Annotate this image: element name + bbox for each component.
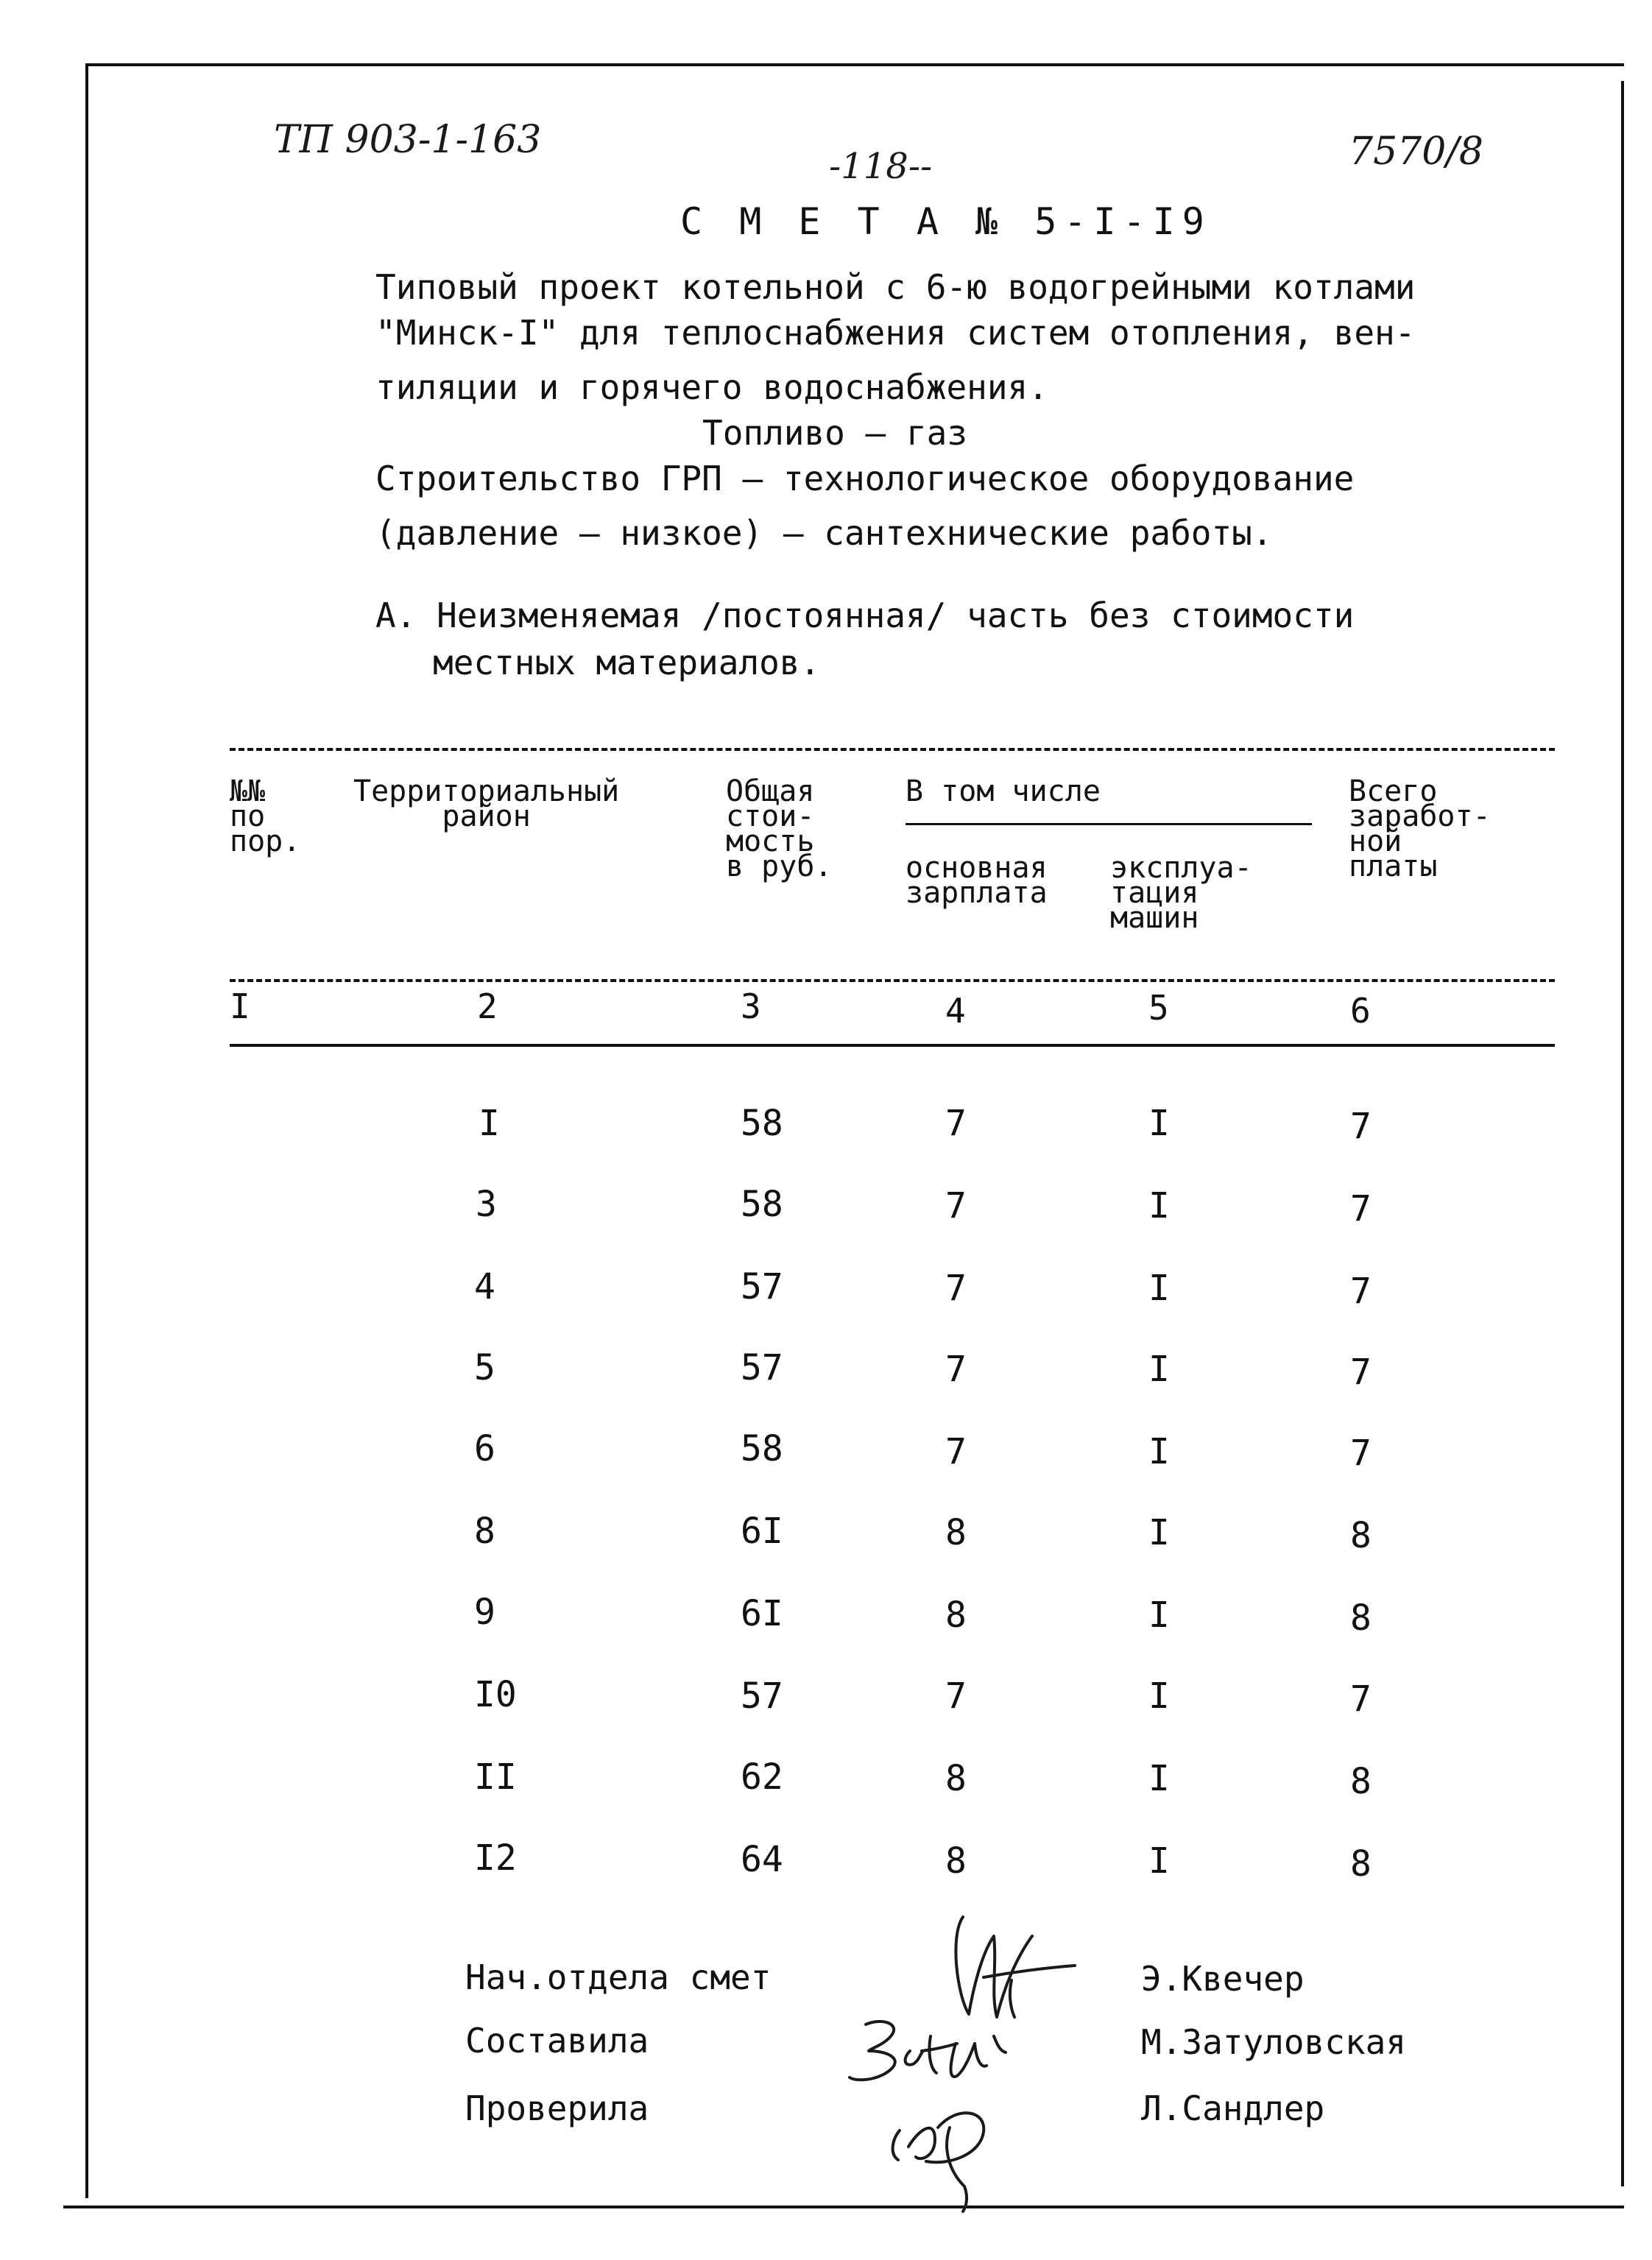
column-number-3: 3 <box>741 986 761 1026</box>
cell-machine-operation: I <box>1148 1349 1170 1390</box>
cell-base-wage: 7 <box>945 1103 967 1144</box>
cell-total-cost: 64 <box>741 1839 783 1880</box>
cell-machine-operation: I <box>1148 1185 1170 1226</box>
cell-total-wages: 7 <box>1350 1678 1372 1720</box>
cell-total-cost: 57 <box>741 1347 783 1388</box>
cell-total-cost: 57 <box>741 1266 783 1307</box>
header-machine-operation: эксплуа- тация машин <box>1110 851 1252 935</box>
cell-total-cost: 58 <box>741 1428 783 1469</box>
cell-machine-operation: I <box>1148 1103 1170 1144</box>
header-total-wages: Всего заработ- ной платы <box>1349 774 1491 883</box>
cell-machine-operation: I <box>1148 1595 1170 1636</box>
page-frame-left <box>85 63 88 2198</box>
page-frame-right <box>1621 81 1624 2186</box>
signature-role-3: Проверила <box>465 2088 649 2128</box>
project-code: ТП 903-1-163 <box>274 118 542 162</box>
cell-machine-operation: I <box>1148 1431 1170 1472</box>
cell-machine-operation: I <box>1148 1840 1170 1882</box>
cell-total-wages: 8 <box>1350 1597 1372 1639</box>
column-number-2: 2 <box>477 986 498 1026</box>
column-number-5: 5 <box>1148 988 1169 1028</box>
section-heading-line-2: местных материалов. <box>433 643 821 682</box>
cell-base-wage: 8 <box>945 1595 967 1636</box>
cell-region: I <box>479 1103 500 1144</box>
section-heading-line-1: А. Неизменяемая /постоянная/ часть без стоимости <box>375 596 1355 635</box>
cell-total-cost: 62 <box>741 1756 783 1798</box>
cell-machine-operation: I <box>1148 1512 1170 1553</box>
header-base-wage: основная зарплата <box>906 851 1048 910</box>
header-group-underline <box>906 823 1312 825</box>
cell-base-wage: 8 <box>945 1512 967 1553</box>
page-number: -118-- <box>829 146 933 187</box>
cell-base-wage: 7 <box>945 1349 967 1390</box>
column-number-6: 6 <box>1350 991 1371 1031</box>
table-top-rule <box>230 748 1555 751</box>
fuel-type: Топливо – газ <box>702 413 968 453</box>
description-line-3: тиляции и горячего водоснабжения. <box>375 367 1048 407</box>
cell-base-wage: 8 <box>945 1840 967 1882</box>
cell-base-wage: 8 <box>945 1758 967 1799</box>
signature-name-1: Э.Квечер <box>1141 1959 1305 1999</box>
cell-total-wages: 7 <box>1350 1352 1372 1393</box>
cell-region: 5 <box>474 1347 495 1388</box>
description-line-2: "Минск-I" для теплоснабжения систем отопления, вен- <box>375 313 1416 353</box>
cell-region: 6 <box>474 1428 495 1469</box>
cell-machine-operation: I <box>1148 1268 1170 1309</box>
column-number-1: I <box>230 986 250 1026</box>
signature-name-2: М.Затуловская <box>1141 2022 1407 2062</box>
cell-total-cost: 57 <box>741 1675 783 1717</box>
description-line-1: Типовый проект котельной с 6-ю водогрейными котлами <box>375 267 1416 307</box>
cell-base-wage: 7 <box>945 1185 967 1226</box>
cell-region: 4 <box>474 1266 495 1307</box>
description-line-4: Строительство ГРП – технологическое оборудование <box>375 459 1355 498</box>
cell-total-cost: 6I <box>741 1511 783 1552</box>
cell-total-wages: 8 <box>1350 1515 1372 1556</box>
cell-total-cost: 58 <box>741 1103 783 1144</box>
signature-role-2: Составила <box>465 2021 649 2061</box>
cell-total-wages: 8 <box>1350 1761 1372 1802</box>
header-territorial-region: Территориальный район <box>353 774 620 833</box>
description-line-5: (давление – низкое) – сантехнические работы. <box>375 513 1273 553</box>
cell-region: I0 <box>474 1674 517 1715</box>
header-including-group: В том числе <box>906 774 1101 808</box>
header-bottom-rule <box>230 979 1555 982</box>
cell-region: II <box>474 1756 517 1798</box>
cell-base-wage: 7 <box>945 1431 967 1472</box>
sheet-reference: 7570/8 <box>1349 130 1483 174</box>
cell-base-wage: 7 <box>945 1268 967 1309</box>
cell-total-wages: 7 <box>1350 1433 1372 1474</box>
cell-region: 9 <box>474 1592 495 1633</box>
header-row-number: №№ по пор. <box>230 774 301 858</box>
cell-total-cost: 58 <box>741 1184 783 1225</box>
column-number-4: 4 <box>945 991 966 1031</box>
cell-region: 3 <box>476 1184 497 1225</box>
signature-role-1: Нач.отдела смет <box>465 1957 772 1997</box>
cell-region: I2 <box>474 1837 517 1879</box>
handwritten-signatures <box>839 1907 1148 2216</box>
cell-base-wage: 7 <box>945 1675 967 1717</box>
cell-machine-operation: I <box>1148 1675 1170 1717</box>
header-total-cost: Общая стои- мость в руб. <box>726 774 833 883</box>
page-frame-top <box>85 63 1624 66</box>
signature-name-3: Л.Сандлер <box>1141 2088 1325 2128</box>
column-numbers-rule <box>230 1044 1555 1047</box>
cell-machine-operation: I <box>1148 1758 1170 1799</box>
cell-total-wages: 7 <box>1350 1271 1372 1312</box>
cell-total-wages: 7 <box>1350 1106 1372 1147</box>
cell-total-wages: 8 <box>1350 1843 1372 1885</box>
cell-total-wages: 7 <box>1350 1188 1372 1229</box>
cell-total-cost: 6I <box>741 1593 783 1634</box>
cell-region: 8 <box>474 1511 495 1552</box>
document-title: С М Е Т А № 5-I-I9 <box>680 200 1212 243</box>
